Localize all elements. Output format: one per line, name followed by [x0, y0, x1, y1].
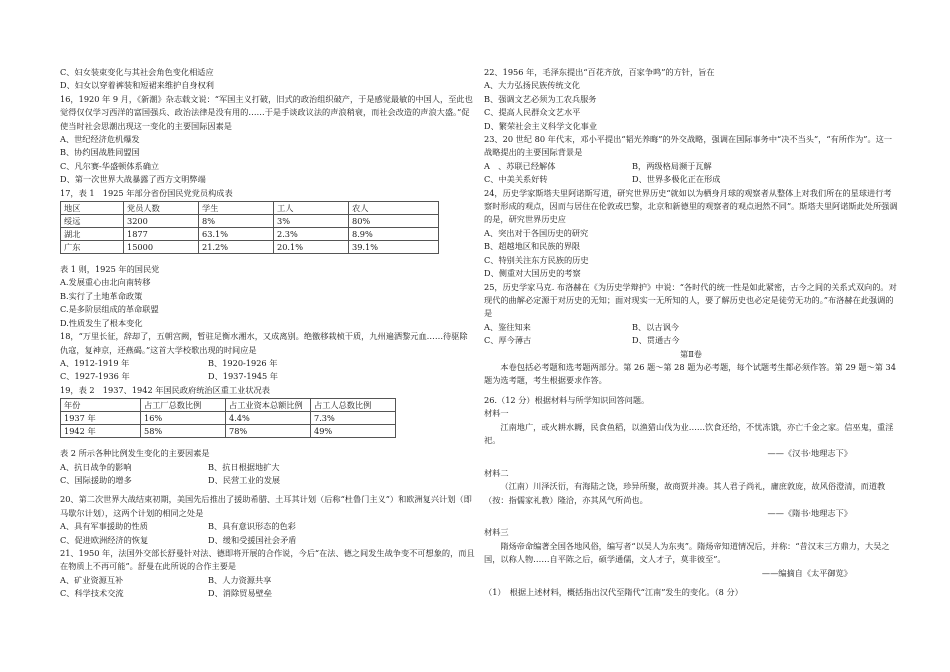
q25-options-row-1	[484, 321, 898, 334]
table-cell: 49%	[311, 425, 396, 438]
q22-option-b: B、强调文艺必须为工农兵服务	[484, 93, 597, 104]
q20-option-d: D、缓和受援国社会矛盾	[208, 534, 297, 545]
q18-options-row-2	[60, 370, 475, 383]
q22-option-a: A、大力弘扬民族传统文化	[484, 80, 580, 91]
q26-subquestion-1: （1） 根据上述材料，概括指出汉代至隋代“江南”发生的变化。（8 分）	[484, 587, 743, 598]
q21-option-d: D、消除贸易壁垒	[208, 588, 272, 599]
material-2-text: （江南）川泽沃衍，有海陆之饶，珍异所聚，故商贾并凑。其人君子尚礼，庸庶敦庞，故风俗澄清，而道教（按：指儒家礼教）隆洽，亦其风气所尚也。	[484, 481, 886, 505]
table-cell: 4.4%	[226, 412, 311, 425]
table-cell: 1937 年	[61, 412, 141, 425]
right-column	[484, 66, 898, 599]
table-cell: 8.9%	[349, 228, 439, 241]
table-row	[61, 241, 439, 254]
q16-stem: 16，1920 年 9 月，《新潮》杂志载文说：“军国主义打破，旧式的政治组织破产，于是感觉最敏的中国人，至此也觉得仅仅学习西洋的富国强兵、政治法律是没有用的……于是手谈政议法的声浪稍衰，而社会改造的声浪大盛。”促使当时社会思潮出现这一变化的主要国际因素是	[60, 93, 473, 131]
table-header-cell: 占工人总数比例	[311, 399, 396, 412]
q17-option-b: B.实行了土地革命政策	[60, 290, 143, 301]
q18-option-b: B、1920-1926 年	[208, 357, 278, 368]
q21-options-row-1	[60, 574, 475, 587]
table-header-cell: 年份	[61, 399, 141, 412]
q25-option-b: B、以古讽今	[632, 321, 679, 332]
q21-option-c: C、科学技术交流	[60, 588, 124, 599]
q23-option-d: D、世界多极化正在形成	[632, 174, 721, 185]
table-header-cell: 工人	[274, 202, 349, 215]
table-cell: 3%	[274, 215, 349, 228]
q22-stem: 22、1956 年，毛泽东提出“百花齐放，百家争鸣”的方针，旨在	[484, 67, 715, 77]
q18-option-c: C、1927-1936 年	[60, 371, 130, 382]
table-cell: 7.3%	[311, 412, 396, 425]
q16-option-b: B、协约国战胜同盟国	[60, 147, 140, 158]
table-1	[60, 201, 439, 254]
table-cell: 15000	[124, 241, 199, 254]
q19-options-row-1	[60, 461, 475, 474]
q15-option-c: C、妇女装束变化与其社会角色变化相适应	[60, 67, 214, 77]
q16-option-c: C、凡尔赛-华盛顿体系确立	[60, 160, 160, 171]
q19-options-row-2	[60, 474, 475, 487]
table-cell: 湖北	[61, 228, 124, 241]
table-cell: 21.2%	[199, 241, 274, 254]
q24-option-a: A、突出对于各国历史的研究	[484, 227, 589, 238]
table-cell: 39.1%	[349, 241, 439, 254]
q24-stem: 24，历史学家斯塔夫里阿诺斯写道，研究世界历史“就如以为栖身月球的观察者从整体上对我们所在的星球进行考察时形成的观点，因而与居住在伦敦或巴黎，北京和新德里的观察者的观点迥然不同”。斯塔夫里阿诺斯此处所强调的是，研究世界历史应	[484, 187, 898, 225]
q20-option-a: A、具有军事援助的性质	[60, 521, 148, 532]
table-cell: 广东	[61, 241, 124, 254]
q21-stem: 21、1950 年，法国外交部长舒曼针对法、德即将开展的合作说，今后“在法、德之间发生战争变不可想象的，而且在物质上不再可能”。舒曼在此所说的合作主要是	[60, 547, 475, 572]
table-header-cell: 占工业资本总额比例	[226, 399, 311, 412]
q17-caption: 17，表 1 1925 年部分省份国民党党员构成表	[60, 187, 233, 198]
q19-option-b: B、抗日根据地扩大	[208, 461, 280, 472]
q26-title: 26.（12 分）根据材料与所学知识回答问题。	[484, 394, 650, 405]
q21-option-b: B、人力资源共享	[208, 574, 272, 585]
table-header-cell: 农人	[349, 202, 439, 215]
material-1-source: ——《汉书·地理志下》	[767, 448, 852, 459]
q25-option-d: D、贯通古今	[632, 335, 680, 346]
q18-options-row-1	[60, 357, 475, 370]
table-header-row	[61, 202, 439, 215]
table-cell: 80%	[349, 215, 439, 228]
material-2-source: ——《隋书·地理志下》	[767, 508, 852, 518]
table-cell: 58%	[141, 425, 226, 438]
table-cell: 8%	[199, 215, 274, 228]
q25-option-c: C、厚今薄古	[484, 335, 532, 346]
q19-option-c: C、国际援助的增多	[60, 474, 132, 485]
table-header-cell: 占工厂总数比例	[141, 399, 226, 412]
q23-options-row-1	[484, 160, 898, 173]
q17-option-c: C.是多阶层组成的革命联盟	[60, 304, 159, 315]
left-column	[60, 66, 475, 601]
table-cell: 63.1%	[199, 228, 274, 241]
q20-option-b: B、具有意识形态的色彩	[208, 521, 296, 532]
q15-option-d: D、妇女以穿着裤装和短裙来维护自身权利	[60, 80, 214, 91]
q22-option-c: C、提高人民群众文艺水平	[484, 107, 581, 118]
q25-options-row-2	[484, 334, 898, 347]
section-note: 本卷包括必考题和选考题两部分。第 26 题～第 28 题为必考题，每个试题考生都必须作答。第 29 题～第 34 题为选考题，考生根据要求作答。	[484, 361, 896, 386]
table-row	[61, 215, 439, 228]
q18-option-a: A、1912-1919 年	[60, 357, 130, 368]
q23-option-a: A 、苏联已经解体	[484, 160, 556, 171]
q20-stem: 20、第二次世界大战结束初期，美国先后推出了援助希腊、土耳其计划（后称“杜鲁门主义”）和欧洲复兴计划（即马歇尔计划），这两个计划的相同之处是	[60, 494, 472, 518]
table-header-cell: 学生	[199, 202, 274, 215]
table-cell: 3200	[124, 215, 199, 228]
q19-stem: 表 2 所示各种比例发生变化的主要因素是	[60, 448, 210, 459]
q21-options-row-2	[60, 587, 475, 600]
q23-option-c: C、中美关系好转	[484, 174, 548, 185]
q19-option-a: A、抗日战争的影响	[60, 461, 132, 472]
material-1-label: 材料一	[484, 408, 509, 419]
material-3-source: ——编摘自《太平御览》	[761, 567, 852, 578]
q16-option-d: D、第一次世界大战暴露了西方文明弊端	[60, 174, 206, 185]
q17-option-a: A.发展重心由北向南转移	[60, 277, 151, 288]
q17-stem: 表 1 则，1925 年的国民党	[60, 264, 160, 275]
q21-option-a: A、矿业资源互补	[60, 574, 124, 585]
material-3-text: 隋炀帝命编著全国各地风俗，编写者“以吴人为东夷”。隋炀帝知道情况后，并称：“昔汉末三方鼎力，大吴之国，以称人物……自平陈之后，硕学通儒，文人才子，莫非彼至”。	[484, 540, 890, 565]
q16-option-a: A、世纪经济危机爆发	[60, 134, 140, 145]
table-cell: 20.1%	[274, 241, 349, 254]
q23-option-b: B，两级格局濒于瓦解	[632, 160, 712, 171]
table-header-row	[61, 399, 396, 412]
q23-options-row-2	[484, 173, 898, 186]
q22-option-d: D、繁荣社会主义科学文化事业	[484, 120, 598, 131]
q24-option-d: D、侧重对大国历史的考察	[484, 268, 581, 279]
q20-options-row-2	[60, 534, 475, 547]
material-3-label: 材料三	[484, 527, 509, 538]
material-1-text: 江南地广，或火耕水耨，民食鱼稻，以渔猎山伐为业……饮食还给，不忧冻饿，亦亡千金之家。信巫鬼，重淫祀。	[484, 421, 894, 445]
table-cell: 1942 年	[61, 425, 141, 438]
q23-stem: 23、20 世纪 80 年代末，邓小平提出“韬光养晦”的外交战略，强调在国际事务中“决不当头”，“有所作为”。这一战略提出的主要国际背景是	[484, 134, 893, 158]
q19-option-d: D、民营工业的发展	[208, 474, 281, 485]
q18-option-d: D、1937-1945 年	[208, 371, 278, 382]
table-cell: 1877	[124, 228, 199, 241]
q24-option-c: C、特别关注东方民族的历史	[484, 254, 589, 265]
section-title: 第Ⅱ卷	[680, 348, 702, 359]
q25-stem: 25，历史学家马克. 布洛赫在《为历史学辩护》中说：“各时代的统一性是如此紧密，古今之间的关系式双向的。对现代的曲解必定源于对历史的无知；面对现实一无所知的人，要了解历史也必定是徒劳无功的。”布洛赫在此强调的是	[484, 281, 897, 319]
q19-caption: 19，表 2 1937、1942 年国民政府统治区重工业状况表	[60, 384, 270, 395]
q20-options-row-1	[60, 520, 475, 533]
q17-option-d: D.性质发生了根本变化	[60, 317, 143, 328]
q24-option-b: B、超越地区和民族的界限	[484, 241, 581, 252]
table-cell: 2.3%	[274, 228, 349, 241]
table-header-cell: 地区	[61, 202, 124, 215]
material-2-label: 材料二	[484, 467, 509, 478]
table-cell: 16%	[141, 412, 226, 425]
table-cell: 绥远	[61, 215, 124, 228]
table-row	[61, 412, 396, 425]
q20-option-c: C、促进欧洲经济的恢复	[60, 534, 149, 545]
table-2	[60, 398, 396, 438]
table-cell: 78%	[226, 425, 311, 438]
table-header-cell: 党员人数	[124, 202, 199, 215]
q25-option-a: A、鉴往知来	[484, 321, 531, 332]
q18-stem: 18，“万里长征，辞却了，五朝宫阙，暂驻足衡水湘水，又成离别。绝徼移栽桢干质，九州遍洒黎元血……待驱除仇寇，复神京，还燕碣。”这首大学校歌出现的时间应是	[60, 331, 468, 355]
table-row	[61, 228, 439, 241]
table-row	[61, 425, 396, 438]
